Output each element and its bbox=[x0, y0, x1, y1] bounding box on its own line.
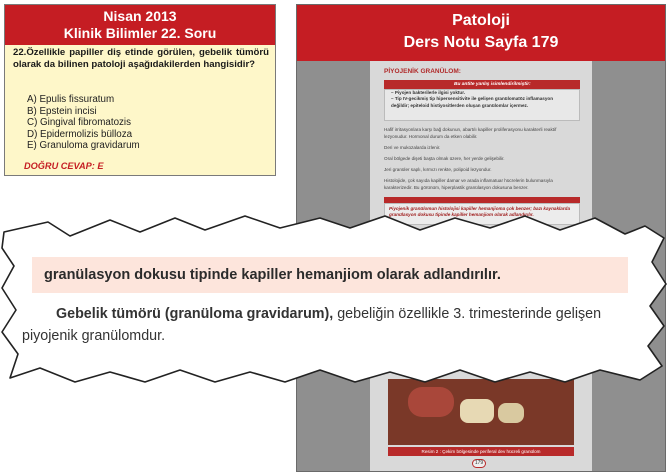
exam-section-title: Klinik Bilimler 22. Soru bbox=[63, 25, 217, 41]
key-term: Gebelik tümörü (granüloma gravidarum), bbox=[56, 306, 334, 322]
highlighted-sentence: granülasyon dokusu tipinde kapiller hemanjiom olarak adlandırılır. bbox=[44, 267, 501, 283]
option-a: A) Epulis fissuratum bbox=[27, 94, 115, 105]
notes-header bbox=[297, 5, 665, 61]
warning-header: Bu antite yanlış isimlendirilmiştir: bbox=[384, 80, 580, 89]
torn-paper-callout bbox=[0, 214, 670, 384]
notes-subject: Patoloji bbox=[452, 12, 510, 29]
exam-date: Nisan 2013 bbox=[103, 8, 177, 24]
photo-caption: Resim 2 : Çekim bölgesinde periferal dev hücreli granülom bbox=[388, 447, 574, 456]
answer-options bbox=[27, 94, 140, 152]
topic-heading: PİYOJENİK GRANÜLOM: bbox=[384, 68, 461, 75]
warning-box bbox=[384, 89, 580, 121]
paragraph: Jeri granüler saplı, kırmızı renkte, polipoid lezyondur. bbox=[384, 167, 492, 172]
option-e: E) Granuloma gravidarum bbox=[27, 140, 140, 152]
explanation-text bbox=[22, 303, 622, 347]
option-d: D) Epidermolizis bülloza bbox=[27, 128, 133, 140]
notes-page-ref: Ders Notu Sayfa 179 bbox=[403, 34, 559, 51]
warning-line: – Piyojen bakterilerle ilgisi yoktur. bbox=[391, 90, 466, 95]
question-header bbox=[5, 5, 275, 45]
tooth-shape bbox=[498, 403, 524, 423]
exam-question-card bbox=[4, 4, 276, 176]
note-line: Piyojenik granülomun histolojisi kapiller hemanjioma çok benzer; bazı kaynaklarda bbox=[389, 206, 570, 211]
torn-paper-shape bbox=[0, 214, 670, 384]
option-c: C) Gingival fibromatozis bbox=[27, 117, 131, 129]
option-b: B) Epstein incisi bbox=[27, 105, 97, 117]
question-text: 22.Özellikle papiller diş etinde görülen, gebelik tümörü olarak da bilinen patoloji aşağıdakilerden hangisidir? bbox=[13, 47, 269, 70]
paragraph: Deri ve mukozalarda izlenir. bbox=[384, 145, 441, 150]
tooth-shape bbox=[460, 399, 494, 423]
gingiva-lesion bbox=[408, 387, 454, 417]
paragraph: Oral bölgede dişeti başta olmak üzere, her yerde gelişebilir. bbox=[384, 156, 505, 161]
page-number-badge: 179 bbox=[472, 459, 486, 468]
paragraph: Hafif irritasyonlara karşı bağ dokunun, abartılı kapiller proliferasyonu karakterli reaktif lezyonudur. Hormonal durum da etken olabilir. bbox=[384, 127, 557, 139]
clinical-photo bbox=[388, 379, 574, 445]
explanation-line-1 bbox=[22, 303, 622, 325]
explanation-line-2: piyojenik granülomdur. bbox=[22, 328, 166, 344]
warning-line: – Tip IV-gecikmiş tip hipersensitivite ile gelişen granülomatöz inflamasyon bbox=[391, 96, 554, 102]
note-line: granülasyon dokusu tipinde kapiller hemanjiom olarak adlandırılır. bbox=[389, 212, 534, 218]
paragraph: Histolojide, çok sayıda kapiller damar ve arada inflamatuar hücrelerin bulunmasıyla karakterizedir. Bu görünüm, hiperplastik granülasyon dokusuna benzer. bbox=[384, 178, 553, 190]
correct-answer: DOĞRU CEVAP: E bbox=[24, 161, 104, 171]
explanation-continuation: gebeliğin özellikle 3. trimesterinde gelişen bbox=[333, 306, 602, 322]
warning-line: değildir; epiteloid histiyositlerden oluşan granülomlar içermez. bbox=[391, 102, 529, 108]
